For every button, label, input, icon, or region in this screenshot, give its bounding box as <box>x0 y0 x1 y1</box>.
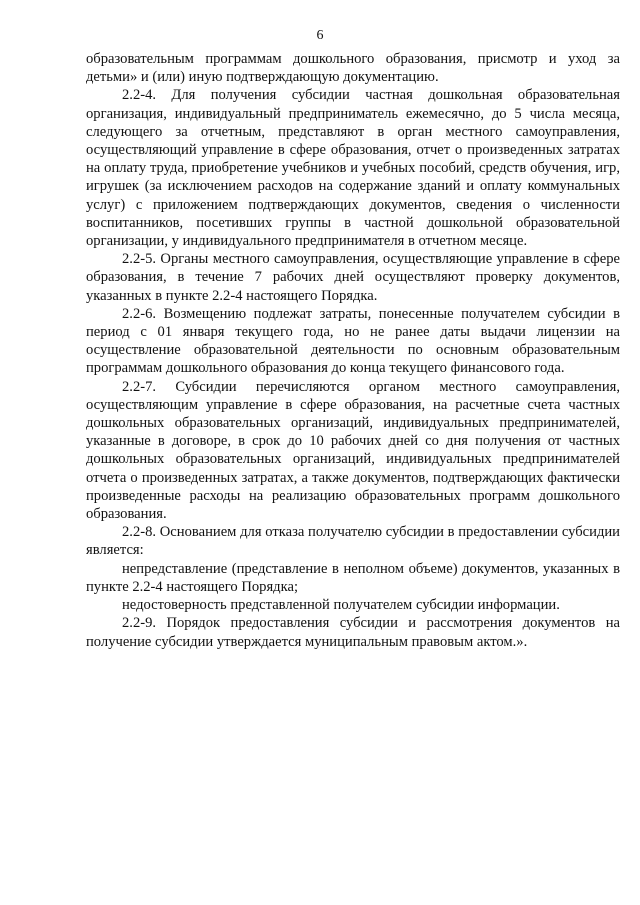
document-body <box>86 50 620 651</box>
paragraph-2-2-5: 2.2-5. Органы местного самоуправления, осуществляющие управление в сфере образования, в течение 7 рабочих дней осуществляют проверку документов, указанных в пункте 2.2-4 настоящего Порядка. <box>86 251 620 304</box>
paragraph-2-2-6: 2.2-6. Возмещению подлежат затраты, понесенные получателем субсидии в период с 01 января текущего года, но не ранее даты выдачи лицензии на осуществление образовательной деятельности по основным образовательным программам дошкольного образования до конца текущего финансового года. <box>86 305 620 377</box>
paragraph-2-2-9: 2.2-9. Порядок предоставления субсидии и рассмотрения документов на получение субсидии утверждается муниципальным правовым актом.». <box>86 615 620 650</box>
paragraph-2-2-4: 2.2-4. Для получения субсидии частная дошкольная образовательная организация, индивидуальный предприниматель ежемесячно, до 5 числа месяца, следующего за отчетным, представляют в орган местного самоуправления, осуществляющий управление в сфере образования, отчет о произведенных затратах на оплату труда, приобретение учебников и учебных пособий, средств обучения, игр, игрушек (за исключением расходов на содержание зданий и оплату коммунальных услуг) с приложением подтверждающих документов, сведения о численности воспитанников, посетивших группы в частной дошкольной образовательной организации, у индивидуального предпринимателя в отчетном месяце. <box>86 87 620 250</box>
refusal-ground-2: недостоверность представленной получателем субсидии информации. <box>122 597 560 614</box>
refusal-ground-1: непредставление (представление в неполном объеме) документов, указанных в пункте 2.2-4 настоящего Порядка; <box>86 560 620 595</box>
paragraph-2-2-8: 2.2-8. Основанием для отказа получателю субсидии в предоставлении субсидии является: <box>86 524 620 559</box>
page-number: 6 <box>316 28 324 43</box>
paragraph-continuation: образовательным программам дошкольного образования, присмотр и уход за детьми» и (или) иную подтверждающую документацию. <box>86 51 620 86</box>
paragraph-2-2-7: 2.2-7. Субсидии перечисляются органом местного самоуправления, осуществляющим управление в сфере образования, на расчетные счета частных дошкольных образовательных организаций, индивидуальных предпринимателей, указанные в договоре, в срок до 10 рабочих дней со дня получения от частных дошкольных образовательных организаций, индивидуальных предпринимателей отчета о произведенных затратах, а также документов, подтверждающих фактически произведенные расходы на реализацию образовательных программ дошкольного образования. <box>86 378 620 523</box>
